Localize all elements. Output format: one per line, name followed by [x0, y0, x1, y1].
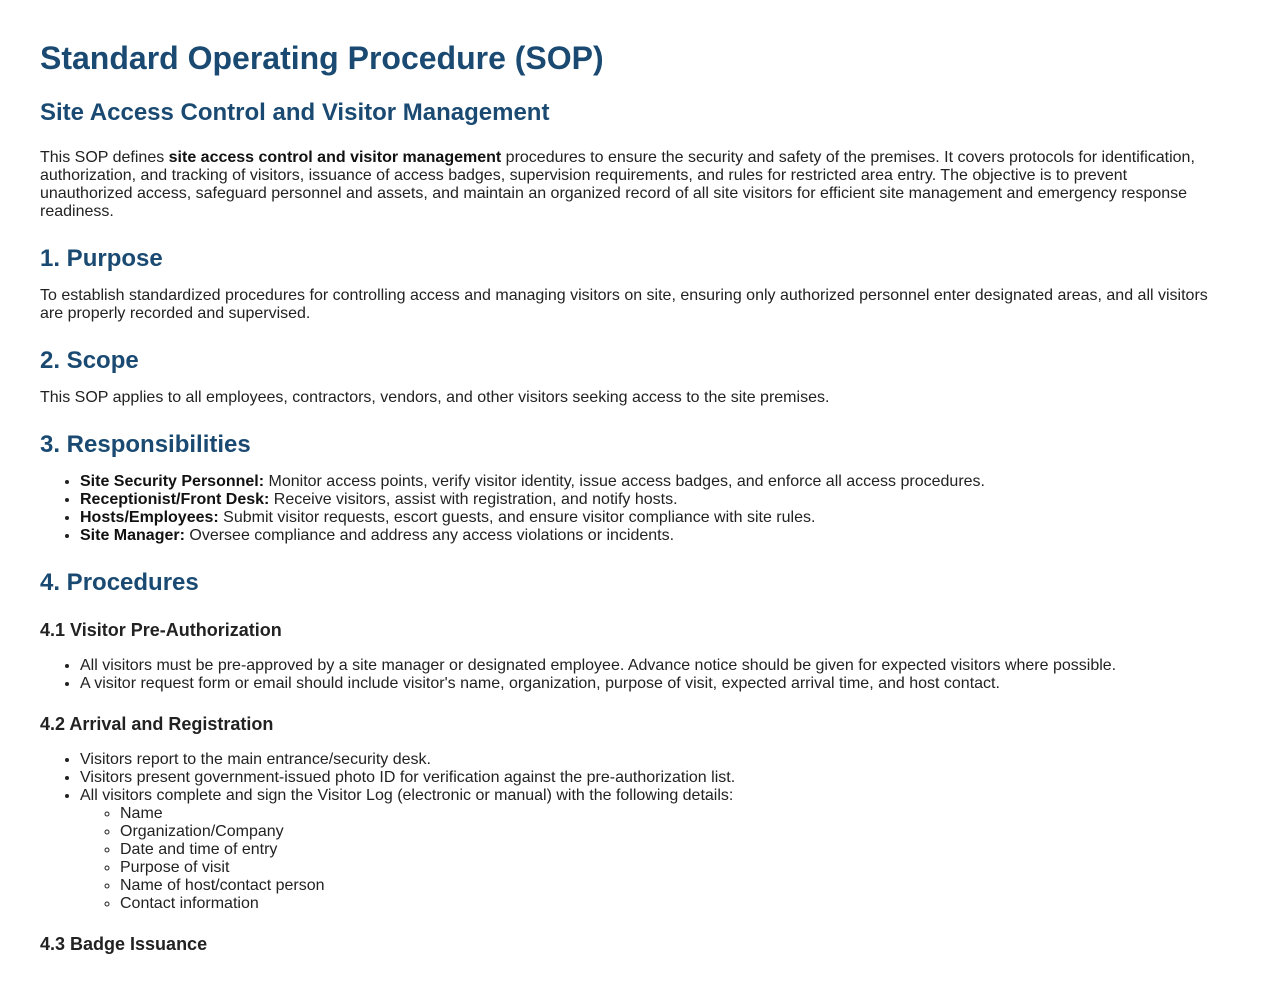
intro-text-after: procedures to ensure the security and safety of the premises. It covers protocols for identification, authorization, and tracking of visitors, issuance of access badges, supervision requirements, and rules for restricted area entry. The objective is to prevent unauthorized access, safeguard personnel and assets, and maintain an organized record of all site visitors for efficient site management and emergency response readiness.	[40, 149, 1195, 220]
section-heading-responsibilities: 3. Responsibilities	[40, 431, 251, 458]
section-heading-purpose: 1. Purpose	[40, 245, 163, 272]
role-label: Site Manager:	[80, 527, 185, 544]
subsection-heading-badge-issuance: 4.3 Badge Issuance	[40, 934, 208, 954]
role-description: Submit visitor requests, escort guests, and ensure visitor compliance with site rules.	[218, 509, 816, 526]
log-field-item: ◦ Date and time of entry	[120, 841, 1223, 859]
role-description: Monitor access points, verify visitor identity, issue access badges, and enforce all access procedures.	[264, 473, 985, 490]
intro-text-before: This SOP defines	[40, 149, 169, 166]
list-item	[80, 527, 1223, 545]
role-description: Oversee compliance and address any access violations or incidents.	[184, 527, 675, 544]
list-item	[80, 491, 1223, 509]
log-field-item: ◦ Organization/Company	[120, 823, 1223, 841]
purpose-paragraph: To establish standardized procedures for controlling access and managing visitors on site, ensuring only authorized personnel enter designated areas, and all visitors are properly recorded and supervised.	[40, 287, 1208, 322]
list-item-text: All visitors complete and sign the Visitor Log (electronic or manual) with the following details:	[80, 787, 734, 804]
intro-paragraph	[40, 149, 1223, 221]
page-title: Standard Operating Procedure (SOP)	[40, 40, 604, 76]
responsibilities-list	[40, 473, 1223, 545]
section-heading-scope: 2. Scope	[40, 347, 139, 374]
intro-text-bold: site access control and visitor management	[168, 149, 502, 166]
subsection-heading-pre-authorization: 4.1 Visitor Pre-Authorization	[40, 620, 282, 640]
role-label: Receptionist/Front Desk:	[80, 491, 270, 508]
list-item: • Visitors report to the main entrance/security desk.	[80, 751, 1223, 769]
log-field-item: ◦ Name	[120, 805, 1223, 823]
section-heading-procedures: 4. Procedures	[40, 569, 199, 596]
scope-paragraph: This SOP applies to all employees, contractors, vendors, and other visitors seeking access to the site premises.	[40, 389, 830, 406]
role-description: Receive visitors, assist with registration, and notify hosts.	[269, 491, 678, 508]
subsection-heading-arrival-registration: 4.2 Arrival and Registration	[40, 714, 274, 734]
arrival-registration-list	[40, 751, 1223, 913]
pre-authorization-list	[40, 657, 1223, 693]
list-item: • Visitors present government-issued photo ID for verification against the pre-authorization list.	[80, 769, 1223, 787]
list-item	[80, 787, 1223, 913]
log-field-item: ◦ Contact information	[120, 895, 1223, 913]
page-subtitle: Site Access Control and Visitor Management	[40, 99, 550, 126]
role-label: Site Security Personnel:	[80, 473, 265, 490]
role-label: Hosts/Employees:	[80, 509, 219, 526]
log-field-item: ◦ Purpose of visit	[120, 859, 1223, 877]
list-item: • All visitors must be pre-approved by a site manager or designated employee. Advance notice should be given for expected visitors where possible.	[80, 657, 1223, 675]
visitor-log-fields-list	[80, 805, 1223, 913]
list-item	[80, 473, 1223, 491]
log-field-item: ◦ Name of host/contact person	[120, 877, 1223, 895]
list-item: • A visitor request form or email should include visitor's name, organization, purpose of visit, expected arrival time, and host contact.	[80, 675, 1223, 693]
list-item	[80, 509, 1223, 527]
sop-document	[0, 40, 1263, 955]
